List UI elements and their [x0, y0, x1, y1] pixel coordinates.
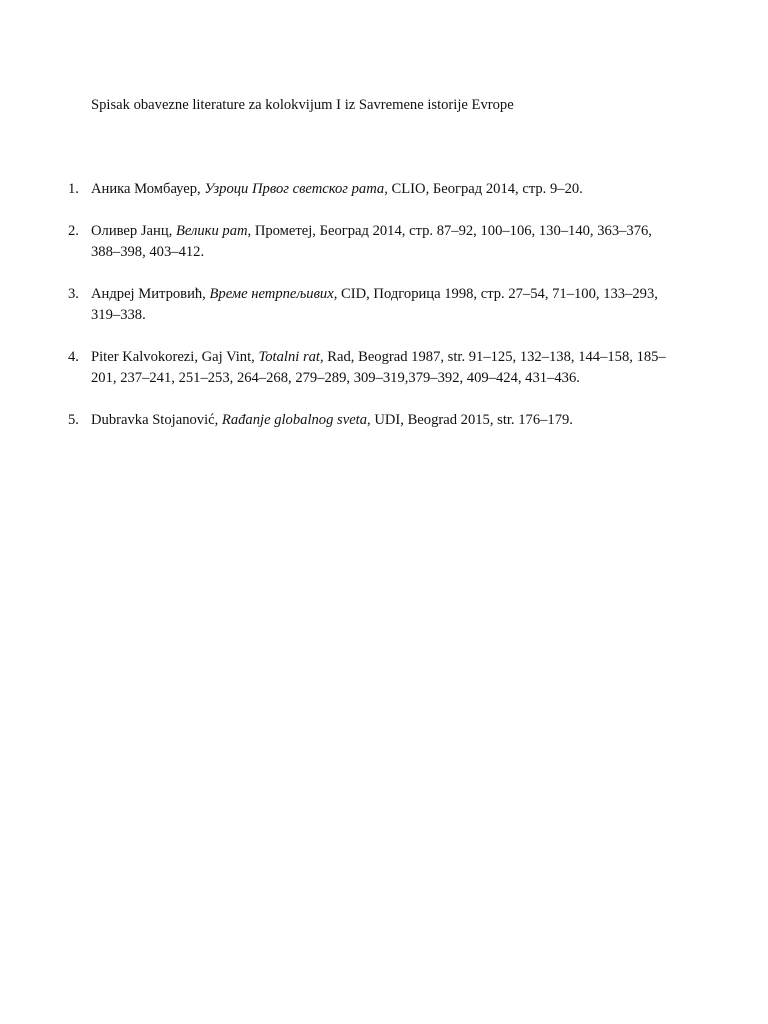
reference-text — [91, 179, 668, 200]
reference-work-title: Totalni rat — [258, 349, 320, 365]
reference-item-2 — [68, 221, 668, 263]
reference-details: , CID, Подгорица 1998, стр. 27–54, 71–100, 133–293, 319–338. — [91, 286, 658, 323]
reference-author: Андреј Митровић, — [91, 286, 210, 302]
reference-text — [91, 284, 668, 326]
reference-details: , Прометеј, Београд 2014, стр. 87–92, 100–106, 130–140, 363–376, 388–398, 403–412. — [91, 223, 652, 260]
reference-author: Аника Момбауер, — [91, 181, 205, 197]
reference-number: 5. — [68, 412, 79, 428]
reference-item-1 — [68, 179, 668, 200]
reference-author: Piter Kalvokorezi, Gaj Vint, — [91, 349, 259, 365]
reference-text — [91, 347, 668, 389]
reference-work-title: Узроци Првог светског рата — [204, 181, 385, 197]
reference-text — [91, 221, 668, 263]
reference-details: , UDI, Beograd 2015, str. 176–179. — [367, 412, 573, 428]
reference-author: Оливер Јанц, — [91, 223, 176, 239]
reference-work-title: Rađanje globalnog sveta — [221, 412, 368, 428]
reference-number: 4. — [68, 349, 79, 365]
reference-item-3 — [68, 284, 668, 326]
reference-work-title: Велики рат — [175, 223, 248, 239]
reference-text — [91, 410, 668, 431]
reference-item-5 — [68, 410, 668, 431]
reference-number: 2. — [68, 223, 79, 239]
reference-details: , CLIO, Београд 2014, стр. 9–20. — [384, 181, 583, 197]
reference-list — [68, 179, 668, 452]
reference-number: 3. — [68, 286, 79, 302]
reference-details: , Rad, Beograd 1987, str. 91–125, 132–138, 144–158, 185–201, 237–241, 251–253, 264–268, 279–289, 309–319,379–392, 409–424, 431–436. — [91, 349, 666, 386]
document-title: Spisak obavezne literature za kolokvijum I iz Savremene istorije Evrope — [91, 97, 514, 113]
reference-author: Dubravka Stojanović, — [91, 412, 222, 428]
reference-item-4 — [68, 347, 668, 389]
reference-work-title: Време нетрпељивих — [209, 286, 334, 302]
reference-number: 1. — [68, 181, 79, 197]
